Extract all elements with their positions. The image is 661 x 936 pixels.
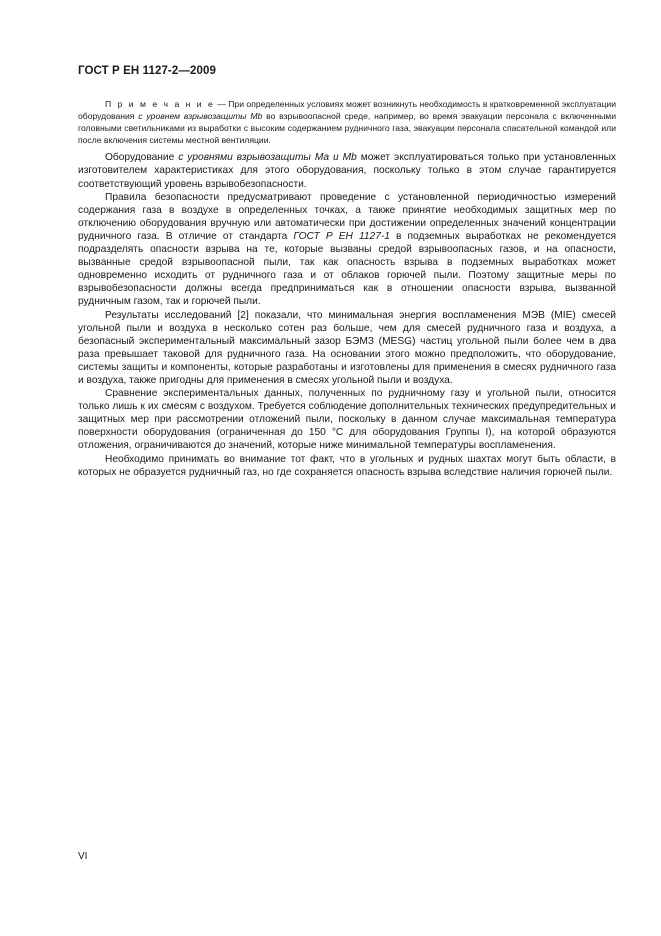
- p2-emphasis: ГОСТ Р ЕН 1127-1: [293, 230, 390, 242]
- note-dash: —: [214, 99, 229, 109]
- note-emphasis: с уровнем взрывозащиты Mb: [138, 111, 263, 122]
- note-label: П р и м е ч а н и е: [105, 99, 215, 109]
- paragraph-safety-rules: [78, 191, 616, 309]
- document-body: [78, 98, 616, 479]
- paragraph-equipment-levels: [78, 151, 616, 190]
- p2-text-part1: Правила безопасности предусматривают проведение с установленной периодичностью измерений содержания газа в воздухе в определенных точках, а также принятие необходимых защитных мер по отключению оборудования вручную или автоматически при достижении определенных значений концентрации рудничного газа. В отличие от стандарта: [78, 191, 616, 242]
- paragraph-data-comparison: Сравнение экспериментальных данных, полученных по рудничному газу и угольной пыли, относится только лишь к их смесям с воздухом. Требуется соблюдение дополнительных технических предупредительных и защитных мер при рассмотрении отложений пыли, поскольку в данном случае максимальная температура поверхности оборудования (ограниченная до 150 °С для оборудования Группы I), на которой образуются отложения, ограничиваются до значений, которые ниже минимальной температуры воспламенения.: [78, 388, 616, 452]
- page-number: VI: [78, 851, 88, 862]
- p2-text-part2: в подземных выработках не рекомендуется подразделять опасности взрыва на те, которые вызваны средой взрывоопасных газов, и на опасности, вызванные средой взрывоопасной пыли, так как опасность взрыва в подземных выработках может одновременно исходить от рудничного газа и от облаков горючей пыли. Поэтому защитные меры по взрывобезопасности должны всегда предприниматься как в отношении опасности взрыва, вызванной рудничным газом, так и горючей пыли.: [78, 230, 616, 308]
- p1-text-part1: Оборудование: [105, 152, 179, 164]
- p1-emphasis: с уровнями взрывозащиты Ma и Mb: [178, 152, 357, 164]
- note-text-part2: во взрывоопасной среде, например, во время эвакуации персонала с включенными головными светильниками из выработки с высоким содержанием рудничного газа, эвакуации персонала спасательной командой или после включения системы местной вентиляции.: [78, 111, 616, 146]
- document-header: ГОСТ Р ЕН 1127-2—2009: [78, 65, 216, 77]
- paragraph-research-results: Результаты исследований [2] показали, что минимальная энергия воспламенения МЭВ (MIE) смесей угольной пыли и воздуха в несколько сотен раз больше, чем для смесей рудничного газа и воздуха, а безопасный экспериментальный максимальный зазор БЭМЗ (MESG) частиц угольной пыли более чем в два раза превышает таковой для рудничного газа. На основании этого можно предположить, что оборудование, системы защиты и компоненты, которые разработаны и изготовлены для применения в смесях рудничного газа и воздуха, также пригодны для применения в смесях угольной пыли и воздуха.: [78, 309, 616, 386]
- p1-text-part2: может эксплуатироваться только при установленных изготовителем характеристиках для этого оборудования, поскольку только в этом случае гарантируется соответствующий уровень взрывобезопасности.: [78, 152, 617, 190]
- paragraph-mine-areas: Необходимо принимать во внимание тот факт, что в угольных и рудных шахтах могут быть области, в которых не образуется рудничный газ, но где сохраняется опасность взрыва вследствие наличия горючей пыли.: [78, 453, 616, 478]
- note-text-part1: При определенных условиях может возникнуть необходимость в кратковременной эксплуатации оборудования: [78, 99, 616, 122]
- note-paragraph: [78, 98, 616, 146]
